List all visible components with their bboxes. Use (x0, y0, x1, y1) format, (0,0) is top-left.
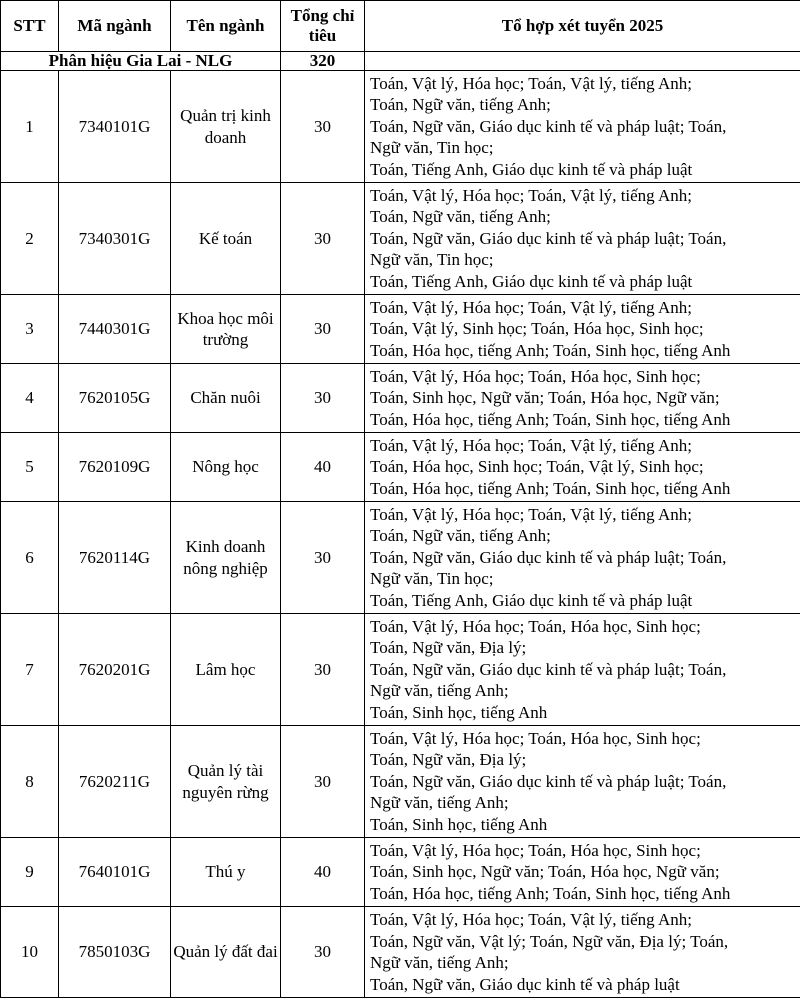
row-stt: 5 (1, 433, 59, 502)
row-to-hop: Toán, Vật lý, Hóa học; Toán, Vật lý, tiếng Anh; Toán, Ngữ văn, Vật lý; Toán, Ngữ văn, Địa lý; Toán, Ngữ văn, tiếng Anh; Toán, Ngữ văn, Giáo dục kinh tế và pháp luật (365, 907, 800, 998)
row-ten-nganh: Nông học (171, 433, 281, 502)
table-row (1, 433, 800, 502)
row-stt: 2 (1, 183, 59, 295)
row-ma-nganh: 7640101G (59, 838, 171, 907)
row-stt: 6 (1, 502, 59, 614)
row-stt: 7 (1, 614, 59, 726)
row-chi-tieu: 30 (281, 726, 365, 838)
row-stt: 8 (1, 726, 59, 838)
table-row (1, 183, 800, 295)
row-ten-nganh: Chăn nuôi (171, 364, 281, 433)
row-to-hop: Toán, Vật lý, Hóa học; Toán, Vật lý, tiếng Anh; Toán, Ngữ văn, tiếng Anh; Toán, Ngữ văn, Giáo dục kinh tế và pháp luật; Toán, Ngữ văn, Tin học; Toán, Tiếng Anh, Giáo dục kinh tế và pháp luật (365, 502, 800, 614)
row-ten-nganh: Quản lý tài nguyên rừng (171, 726, 281, 838)
row-ma-nganh: 7620105G (59, 364, 171, 433)
row-ma-nganh: 7620109G (59, 433, 171, 502)
row-chi-tieu: 40 (281, 838, 365, 907)
header-row (1, 1, 800, 52)
row-ten-nganh: Kế toán (171, 183, 281, 295)
table-row (1, 364, 800, 433)
row-stt: 9 (1, 838, 59, 907)
row-ma-nganh: 7850103G (59, 907, 171, 998)
row-to-hop: Toán, Vật lý, Hóa học; Toán, Hóa học, Sinh học; Toán, Ngữ văn, Địa lý; Toán, Ngữ văn, Giáo dục kinh tế và pháp luật; Toán, Ngữ văn, tiếng Anh; Toán, Sinh học, tiếng Anh (365, 614, 800, 726)
row-to-hop: Toán, Vật lý, Hóa học; Toán, Vật lý, tiếng Anh; Toán, Hóa học, Sinh học; Toán, Vật lý, Sinh học; Toán, Hóa học, tiếng Anh; Toán, Sinh học, tiếng Anh (365, 433, 800, 502)
table-row (1, 726, 800, 838)
row-ten-nganh: Kinh doanh nông nghiệp (171, 502, 281, 614)
branch-total: 320 (281, 52, 365, 71)
row-ten-nganh: Quản lý đất đai (171, 907, 281, 998)
row-chi-tieu: 30 (281, 614, 365, 726)
row-ma-nganh: 7620114G (59, 502, 171, 614)
row-stt: 4 (1, 364, 59, 433)
row-to-hop: Toán, Vật lý, Hóa học; Toán, Hóa học, Sinh học; Toán, Sinh học, Ngữ văn; Toán, Hóa học, Ngữ văn; Toán, Hóa học, tiếng Anh; Toán, Sinh học, tiếng Anh (365, 838, 800, 907)
row-ten-nganh: Khoa học môi trường (171, 295, 281, 364)
header-ten-nganh: Tên ngành (171, 1, 281, 52)
row-ma-nganh: 7620211G (59, 726, 171, 838)
row-ma-nganh: 7340301G (59, 183, 171, 295)
row-ma-nganh: 7340101G (59, 71, 171, 183)
row-stt: 1 (1, 71, 59, 183)
row-ten-nganh: Thú y (171, 838, 281, 907)
header-ma-nganh: Mã ngành (59, 1, 171, 52)
row-chi-tieu: 30 (281, 295, 365, 364)
row-to-hop: Toán, Vật lý, Hóa học; Toán, Hóa học, Sinh học; Toán, Sinh học, Ngữ văn; Toán, Hóa học, Ngữ văn; Toán, Hóa học, tiếng Anh; Toán, Sinh học, tiếng Anh (365, 364, 800, 433)
row-chi-tieu: 30 (281, 907, 365, 998)
row-chi-tieu: 30 (281, 71, 365, 183)
table-row (1, 502, 800, 614)
row-ten-nganh: Quản trị kinh doanh (171, 71, 281, 183)
row-chi-tieu: 30 (281, 364, 365, 433)
branch-row (1, 52, 800, 71)
row-stt: 10 (1, 907, 59, 998)
row-stt: 3 (1, 295, 59, 364)
branch-empty-cell (365, 52, 800, 71)
row-to-hop: Toán, Vật lý, Hóa học; Toán, Hóa học, Sinh học; Toán, Ngữ văn, Địa lý; Toán, Ngữ văn, Giáo dục kinh tế và pháp luật; Toán, Ngữ văn, tiếng Anh; Toán, Sinh học, tiếng Anh (365, 726, 800, 838)
row-ma-nganh: 7440301G (59, 295, 171, 364)
table-row (1, 838, 800, 907)
row-ten-nganh: Lâm học (171, 614, 281, 726)
table-row (1, 907, 800, 998)
row-to-hop: Toán, Vật lý, Hóa học; Toán, Vật lý, tiếng Anh; Toán, Vật lý, Sinh học; Toán, Hóa học, Sinh học; Toán, Hóa học, tiếng Anh; Toán, Sinh học, tiếng Anh (365, 295, 800, 364)
row-chi-tieu: 30 (281, 183, 365, 295)
row-to-hop: Toán, Vật lý, Hóa học; Toán, Vật lý, tiếng Anh; Toán, Ngữ văn, tiếng Anh; Toán, Ngữ văn, Giáo dục kinh tế và pháp luật; Toán, Ngữ văn, Tin học; Toán, Tiếng Anh, Giáo dục kinh tế và pháp luật (365, 71, 800, 183)
row-to-hop: Toán, Vật lý, Hóa học; Toán, Vật lý, tiếng Anh; Toán, Ngữ văn, tiếng Anh; Toán, Ngữ văn, Giáo dục kinh tế và pháp luật; Toán, Ngữ văn, Tin học; Toán, Tiếng Anh, Giáo dục kinh tế và pháp luật (365, 183, 800, 295)
row-chi-tieu: 40 (281, 433, 365, 502)
header-stt: STT (1, 1, 59, 52)
header-to-hop: Tổ hợp xét tuyển 2025 (365, 1, 800, 52)
row-chi-tieu: 30 (281, 502, 365, 614)
header-tong-chi-tieu: Tổng chỉ tiêu (281, 1, 365, 52)
row-ma-nganh: 7620201G (59, 614, 171, 726)
branch-name: Phân hiệu Gia Lai - NLG (1, 52, 281, 71)
table-row (1, 614, 800, 726)
table-row (1, 295, 800, 364)
table-row (1, 71, 800, 183)
